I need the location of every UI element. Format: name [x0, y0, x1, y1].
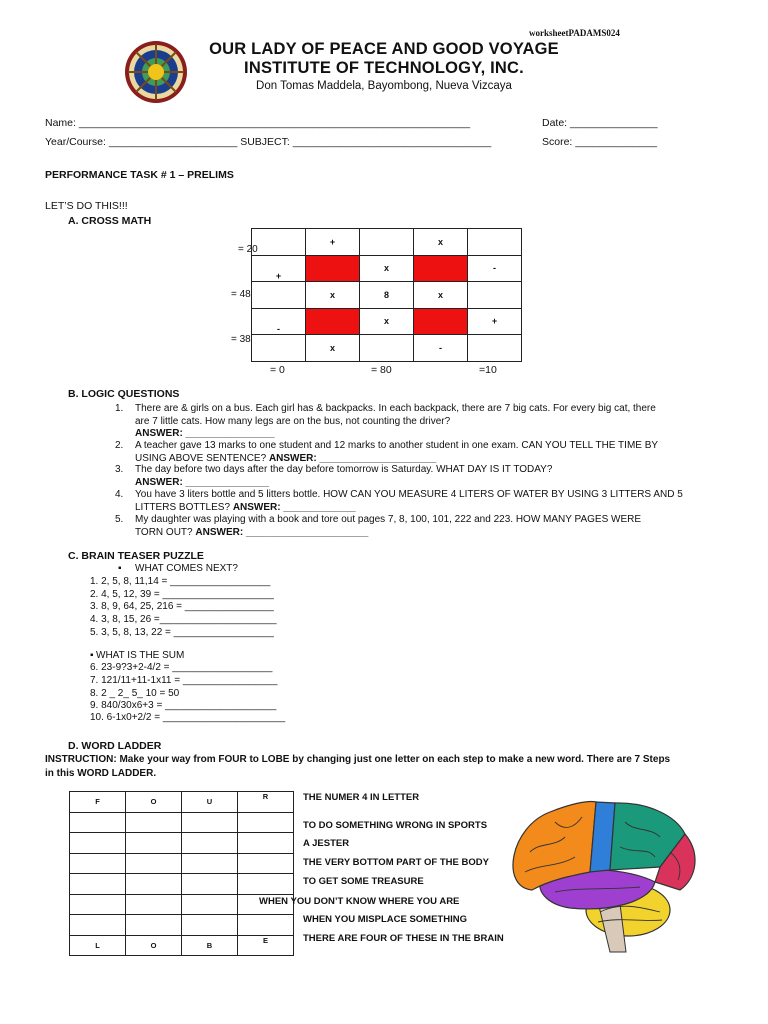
row-label-1: = 20 [238, 244, 258, 255]
ladder-cell: E [238, 935, 294, 956]
ladder-cell: U [182, 792, 238, 813]
puzzle-item: 9. 840/30x6+3 = ____________________ [90, 700, 277, 711]
logic-q1-line1: There are & girls on a bus. Each girl has & backpacks. In each backpack, there are 7 big cats. For every big cat, there [135, 403, 656, 414]
puzzle-item: 10. 6-1x0+2/2 = ______________________ [90, 712, 286, 723]
cm-cell [468, 335, 522, 362]
col-label-1: = 0 [270, 364, 285, 376]
logic-q1 [135, 403, 656, 441]
cm-cell: + [468, 308, 522, 335]
cm-cell: x [306, 335, 360, 362]
logic-q5-line1: My daughter was playing with a book and tore out pages 7, 8, 100, 101, 222 and 223. HOW MANY PAGES WERE [135, 514, 642, 525]
brain-illustration [470, 772, 720, 962]
ladder-clue: WHEN YOU DON’T KNOW WHERE YOU ARE [259, 896, 460, 907]
logic-q2-answer: ANSWER: _____________________ [268, 452, 437, 464]
logic-q2-line1: A teacher gave 13 marks to one student and 12 marks to another student in one exam. CAN YOU TELL THE TIME BY [135, 440, 659, 451]
ladder-cell[interactable] [70, 853, 126, 874]
bullet-icon: ▪ [118, 563, 122, 574]
ladder-cell[interactable] [182, 915, 238, 936]
ladder-clue: WHEN YOU MISPLACE SOMETHING [303, 914, 467, 925]
section-a-title: A. CROSS MATH [68, 215, 152, 227]
cm-cell: - [414, 335, 468, 362]
ladder-cell[interactable] [238, 812, 294, 833]
logic-q3-line1: The day before two days after the day before tomorrow is Saturday. WHAT DAY IS IT TODAY? [135, 464, 553, 475]
ladder-cell[interactable] [182, 894, 238, 915]
ladder-cell: R [238, 792, 294, 813]
ladder-cell[interactable] [238, 833, 294, 854]
score-field: Score: ______________ [542, 136, 658, 148]
logic-q2 [135, 440, 658, 465]
cm-cell [468, 229, 522, 256]
puzzle-item: 5. 3, 5, 8, 13, 22 = __________________ [90, 627, 274, 638]
section-b-title: B. LOGIC QUESTIONS [68, 388, 180, 400]
ladder-clue: A JESTER [303, 838, 350, 849]
puzzle-item: 4. 3, 8, 15, 26 =_____________________ [90, 614, 277, 625]
instruction-line2: in this WORD LADDER. [45, 768, 157, 779]
brain-icon [470, 772, 720, 962]
ladder-cell[interactable] [126, 874, 182, 895]
ladder-clue: TO GET SOME TREASURE [303, 876, 424, 887]
logic-q4-text: LITTERS BOTTLES? [135, 501, 231, 513]
cm-cell-red [414, 255, 468, 282]
cm-cell: - [468, 255, 522, 282]
cm-cell [360, 229, 414, 256]
ladder-cell[interactable] [182, 853, 238, 874]
ladder-cell[interactable] [238, 915, 294, 936]
section-d-title: D. WORD LADDER [68, 740, 162, 752]
logic-q5-line2 [135, 527, 641, 540]
logic-q5 [135, 514, 641, 539]
ladder-cell[interactable] [70, 874, 126, 895]
cm-cell [360, 335, 414, 362]
ladder-clue: THERE ARE FOUR OF THESE IN THE BRAIN [303, 933, 504, 944]
section-c-title: C. BRAIN TEASER PUZZLE [68, 550, 204, 562]
row-label-3: = 38 [231, 334, 251, 345]
q-number: 4. [115, 489, 124, 500]
name-field: Name: ___________________________________________________________________ [45, 117, 471, 129]
logic-q3-answer: ANSWER: _______________ [135, 476, 269, 488]
logic-q4-line1: You have 3 liters bottle and 5 litters bottle. HOW CAN YOU MEASURE 4 LITERS OF WATER BY USING 3 LITTERS AND 5 [135, 489, 683, 500]
date-field: Date: _______________ [542, 117, 658, 129]
logic-q4-line2 [135, 502, 683, 515]
cm-cell [468, 282, 522, 309]
logic-q1-line2: are 7 little cats. How many legs are on the bus, not counting the driver? [135, 415, 451, 427]
ladder-cell[interactable] [238, 874, 294, 895]
ladder-cell[interactable] [238, 853, 294, 874]
cross-math-grid [251, 228, 522, 362]
q-number: 5. [115, 514, 124, 525]
logic-q5-answer: ANSWER: ______________________ [195, 526, 369, 538]
cm-cell [252, 282, 306, 309]
logic-q3 [135, 464, 552, 489]
ladder-cell: L [70, 935, 126, 956]
cm-cell: + [306, 229, 360, 256]
instruction-line1: INSTRUCTION: Make your way from FOUR to LOBE by changing just one letter on each step to make a new word. There are 7 Steps [45, 754, 671, 765]
q-number: 3. [115, 464, 124, 475]
word-ladder-grid [69, 791, 294, 956]
logic-q1-answer: ANSWER: ________________ [135, 428, 275, 439]
school-name-line1: OUR LADY OF PEACE AND GOOD VOYAGE [209, 40, 559, 58]
puzzle-item: 1. 2, 5, 8, 11,14 = __________________ [90, 576, 271, 587]
q-number: 1. [115, 403, 124, 414]
logic-q5-text: TORN OUT? [135, 526, 193, 538]
ladder-clue: THE NUMER 4 IN LETTER [303, 792, 420, 803]
cm-cell: - [252, 308, 306, 335]
puzzle-item: 2. 4, 5, 12, 39 = ____________________ [90, 589, 274, 600]
row-label-2: = 48 [231, 289, 251, 300]
logic-q2-text: USING ABOVE SENTENCE? [135, 452, 267, 464]
task-title: PERFORMANCE TASK # 1 – PRELIMS [45, 169, 234, 181]
cm-cell-red [306, 255, 360, 282]
logic-q4 [135, 489, 683, 514]
worksheet-code: worksheetPADAMS024 [529, 28, 620, 38]
ladder-clue: THE VERY BOTTOM PART OF THE BODY [303, 857, 489, 868]
cm-cell: + [252, 255, 306, 282]
puzzle-item: 7. 121/11+11-1x11 = _________________ [90, 675, 278, 686]
ladder-cell[interactable] [70, 894, 126, 915]
cm-cell-red [306, 308, 360, 335]
ladder-cell[interactable] [70, 812, 126, 833]
logic-q4-answer: ANSWER: _____________ [232, 501, 356, 513]
cm-cell: 8 [360, 282, 414, 309]
ladder-cell[interactable] [70, 915, 126, 936]
col-label-3: =10 [479, 364, 497, 376]
year-course-subject-field: Year/Course: ______________________ SUBJECT: __________________________________ [45, 136, 492, 148]
cm-cell: x [360, 308, 414, 335]
ladder-clue: TO DO SOMETHING WRONG IN SPORTS [303, 820, 488, 831]
col-label-2: = 80 [371, 364, 392, 376]
cm-cell: x [414, 229, 468, 256]
ladder-cell[interactable] [126, 894, 182, 915]
ladder-cell: O [126, 792, 182, 813]
ladder-cell: B [182, 935, 238, 956]
ladder-cell[interactable] [126, 915, 182, 936]
ladder-cell[interactable] [70, 833, 126, 854]
ladder-cell: F [70, 792, 126, 813]
intro-text: LET’S DO THIS!!! [45, 200, 128, 212]
ladder-cell[interactable] [182, 874, 238, 895]
cm-cell [252, 229, 306, 256]
cm-cell-red [414, 308, 468, 335]
cm-cell [252, 335, 306, 362]
bullet-icon: ▪ [90, 650, 94, 661]
cm-cell: x [306, 282, 360, 309]
ladder-cell[interactable] [126, 853, 182, 874]
school-name-line2: INSTITUTE OF TECHNOLOGY, INC. [244, 59, 524, 77]
q-number: 2. [115, 440, 124, 451]
ladder-cell[interactable] [182, 812, 238, 833]
school-address: Don Tomas Maddela, Bayombong, Nueva Vizcaya [256, 80, 512, 92]
what-is-the-sum-label: WHAT IS THE SUM [96, 650, 185, 661]
ladder-cell[interactable] [182, 833, 238, 854]
cm-cell: x [414, 282, 468, 309]
ladder-cell[interactable] [126, 833, 182, 854]
cm-cell: x [360, 255, 414, 282]
ladder-cell: O [126, 935, 182, 956]
puzzle-item: 6. 23-9?3+2-4/2 = __________________ [90, 662, 273, 673]
ladder-cell[interactable] [126, 812, 182, 833]
puzzle-item: 3. 8, 9, 64, 25, 216 = ________________ [90, 601, 274, 612]
puzzle-item: 8. 2 _ 2_ 5_ 10 = 50 [90, 688, 180, 699]
what-comes-next-label: WHAT COMES NEXT? [135, 563, 238, 574]
